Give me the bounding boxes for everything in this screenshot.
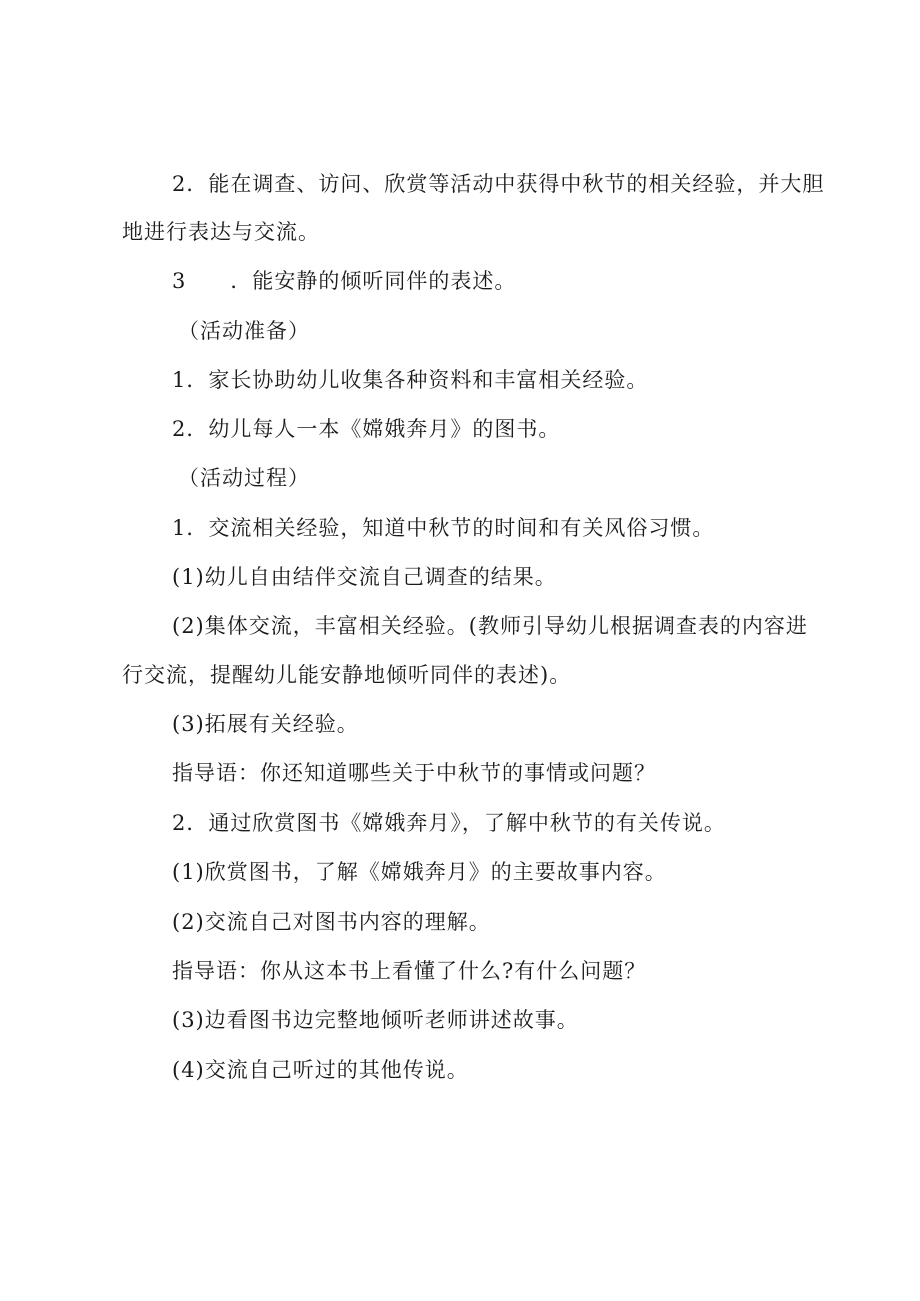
process-step-2-sub-1: (1)欣赏图书，了解《嫦娥奔月》的主要故事内容。 [172, 860, 667, 884]
process-step-1-sub-1: (1)幼儿自由结伴交流自己调查的结果。 [172, 565, 557, 589]
preparation-item-2: 2．幼儿每人一本《嫦娥奔月》的图书。 [172, 417, 561, 441]
section-heading-process: （活动过程） [178, 466, 310, 490]
item-2-goal-line-2: 地进行表达与交流。 [122, 220, 320, 244]
process-step-2-sub-3: (3)边看图书边完整地倾听老师讲述故事。 [172, 1008, 579, 1032]
section-heading-preparation: （活动准备） [178, 319, 310, 343]
process-step-1-sub-3: (3)拓展有关经验。 [172, 712, 359, 736]
preparation-item-1: 1．家长协助幼儿收集各种资料和丰富相关经验。 [172, 368, 649, 392]
process-step-2-sub-2: (2)交流自己对图书内容的理解。 [172, 910, 491, 934]
process-step-1: 1．交流相关经验，知道中秋节的时间和有关风俗习惯。 [172, 516, 715, 540]
process-step-2-sub-4: (4)交流自己听过的其他传说。 [172, 1058, 469, 1082]
process-step-1-sub-2-line-1: (2)集体交流，丰富相关经验。(教师引导幼儿根据调查表的内容进 [172, 614, 808, 638]
guiding-question-2: 指导语：你从这本书上看懂了什么?有什么问题？ [172, 959, 647, 983]
item-2-goal-line-1: 2．能在调查、访问、欣赏等活动中获得中秋节的相关经验，并大胆 [172, 172, 825, 196]
guiding-question-1: 指导语：你还知道哪些关于中秋节的事情或问题？ [172, 761, 656, 785]
process-step-2: 2．通过欣赏图书《嫦娥奔月》，了解中秋节的有关传说。 [172, 811, 726, 835]
item-3-goal: 3 ．能安静的倾听同伴的表述。 [172, 269, 517, 293]
process-step-1-sub-2-line-2: 行交流，提醒幼儿能安静地倾听同伴的表述)。 [122, 663, 572, 687]
